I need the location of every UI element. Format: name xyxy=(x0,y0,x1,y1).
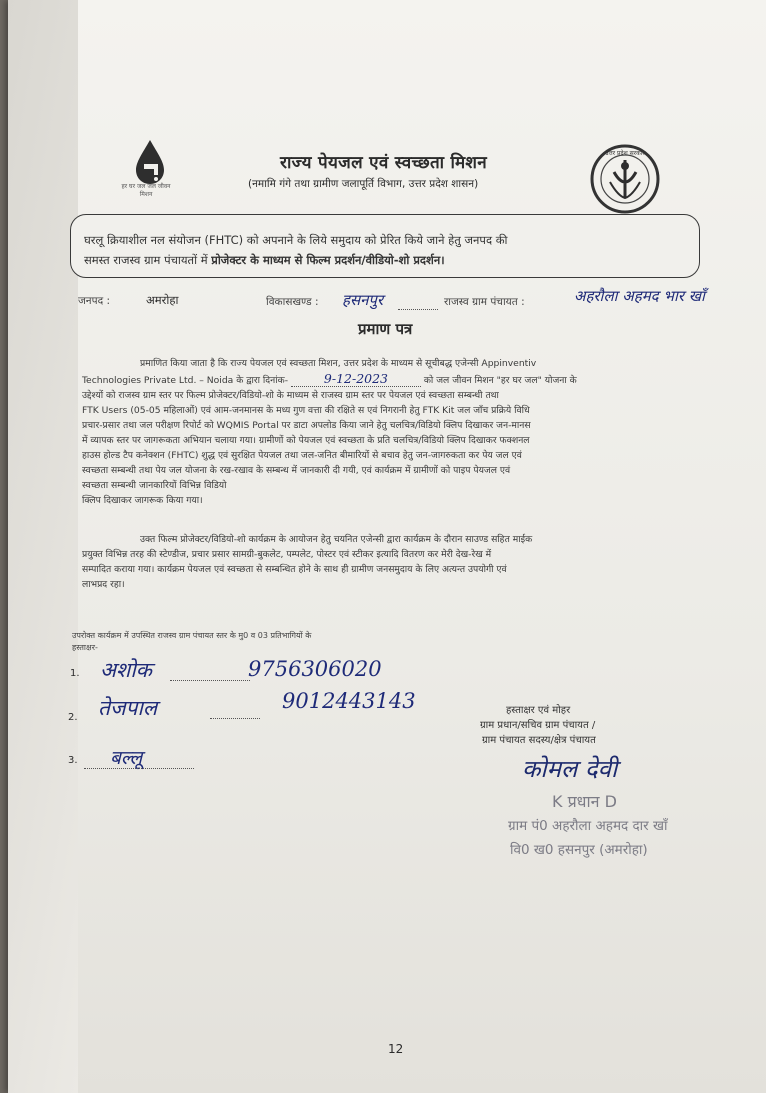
participant-3-number: 3. xyxy=(68,755,78,766)
block-value: हसनपुर xyxy=(342,291,384,309)
signatory-label-2: ग्राम प्रधान/सचिव ग्राम पंचायत / xyxy=(480,720,596,731)
participant-1-number: 1. xyxy=(70,668,80,679)
para1-line: क्लिप दिखाकर जागरूक किया गया। xyxy=(82,495,203,506)
stamp-line-3: वि0 ख0 हसनपुर (अमरोहा) xyxy=(510,842,648,858)
para1-line: हाउस होल्ड टैप कनेक्शन (FHTC) शुद्ध एवं सुरक्षित पेयजल तथा जल-जनित बीमारियों से बचाव हेतु जन-जागरुकता कर पेय जल एवं xyxy=(82,450,522,461)
participant-1-dotted-line xyxy=(170,680,250,681)
topic-line-2-bold: प्रोजेक्टर के माध्यम से फिल्म प्रदर्शन/वीडियो-शो प्रदर्शन। xyxy=(211,253,445,267)
para2-line: प्रयुक्त विभिन्न तरह की स्टेण्डीज, प्रचार प्रसार सामग्री-बुकलेट, पम्पलेट, पोस्टर एवं स्टीकर इत्यादि वितरण कर मेरी देख-रेख में xyxy=(82,549,492,560)
para2-line: सम्पादित कराया गया। कार्यक्रम पेयजल एवं स्वच्छता से सम्बन्धित होने के साथ ही ग्रामीण जनसमुदाय के लिए अत्यन्त उपयोगी एवं xyxy=(82,564,507,575)
participant-2-phone: 9012443143 xyxy=(282,689,416,713)
program-date: 9-12-2023 xyxy=(291,371,421,387)
participants-intro-line-2: हस्ताक्षर- xyxy=(72,643,98,652)
signatory-label-1: हस्ताक्षर एवं मोहर xyxy=(506,705,571,716)
gram-panchayat-label: राजस्व ग्राम पंचायत : xyxy=(444,296,525,308)
emblem-caption: उत्तर प्रदेश सरकार xyxy=(605,150,645,157)
para1-line: FTK Users (05-05 महिलाओं) एवं आम-जनमानस के मध्य गुण वत्ता की रक्षिते स एवं निगरानी हेतु FTK Kit जल जाँच प्रक्रिये विधि xyxy=(82,405,530,416)
para1-line: उद्देश्यों को राजस्व ग्राम स्तर पर फिल्म प्रोजेक्टर/विडियो-शो के माध्यम से राजस्व ग्राम स्तर पर पेयजल एवं स्वच्छता सम्बन्धी तथा xyxy=(82,390,499,401)
certificate-title: प्रमाण पत्र xyxy=(358,320,413,338)
participant-1-phone: 9756306020 xyxy=(248,657,382,681)
participant-2-name: तेजपाल xyxy=(98,696,158,720)
para1-line-2a: Technologies Private Ltd. – Noida के द्वारा दिनांक- xyxy=(82,375,289,386)
district-value: अमरोहा xyxy=(146,293,179,307)
gram-panchayat-value: अहरौला अहमद भार खाँ xyxy=(574,287,705,305)
para1-line-2b: को जल जीवन मिशन "हर घर जल" योजना के xyxy=(423,375,577,386)
para1-line-date xyxy=(82,371,738,388)
para1-line: प्रमाणित किया जाता है कि राज्य पेयजल एवं स्वच्छता मिशन, उत्तर प्रदेश के माध्यम से सूचीबद्ध एजेन्सी Appinventiv xyxy=(140,358,537,369)
para1-line: प्रचार-प्रसार तथा जल परीक्षण रिपोर्ट को WQMIS Portal पर डाटा अपलोड किया जाने हेतु चलचित्र/विडियो क्लिप दिखाकर जन-मानस xyxy=(82,420,531,431)
participant-3-name: बल्लू xyxy=(110,747,143,769)
participant-3-dotted-line xyxy=(84,768,194,769)
topic-line-2-plain: समस्त राजस्व ग्राम पंचायतों में xyxy=(84,253,212,267)
para1-line: स्वच्छता सम्बन्धी जानकारियों विभिन्न विडियो xyxy=(82,480,227,491)
up-government-emblem xyxy=(588,142,662,216)
participant-1-name: अशोक xyxy=(100,658,152,682)
para2-line: उक्त फिल्म प्रोजेक्टर/विडियो-शो कार्यक्रम के आयोजन हेतु चयनित एजेन्सी द्वारा कार्यक्रम के दौरान साउण्ड सहित माईक xyxy=(140,534,533,545)
block-dotted-line xyxy=(398,309,438,310)
mission-title: राज्य पेयजल एवं स्वच्छता मिशन xyxy=(280,153,488,173)
participants-intro-line-1: उपरोक्त कार्यक्रम में उपस्थित राजस्व ग्राम पंचायत स्तर के मु0 व 03 प्रतिभागियों के xyxy=(72,631,312,640)
signatory-label-3: ग्राम पंचायत सदस्य/क्षेत्र पंचायत xyxy=(482,735,596,746)
district-label: जनपद : xyxy=(78,295,111,307)
certificate-paragraph-1 xyxy=(82,356,738,508)
participant-2-number: 2. xyxy=(68,712,78,723)
participant-2-dotted-line xyxy=(210,718,260,719)
topic-line-1: घरलू क्रियाशील नल संयोजन (FHTC) को अपनाने के लिये समुदाय को प्रेरित किये जाने हेतु जनपद की xyxy=(84,233,508,247)
pradhan-signature: कोमल देवी xyxy=(522,755,618,783)
page-number: 12 xyxy=(388,1042,404,1056)
para1-line: में व्यापक स्तर पर जागरूकता अभियान चलाया गया। ग्रामीणों को पेयजल एवं स्वच्छता के प्रति चलचित्र/विडियो क्लिप दिखाकर फक्शनल xyxy=(82,435,530,446)
page-curl-shadow xyxy=(8,0,78,1093)
para2-line: लाभप्रद रहा। xyxy=(82,579,125,590)
certificate-paragraph-2 xyxy=(82,532,738,592)
mission-subtitle: (नमामि गंगे तथा ग्रामीण जलापूर्ति विभाग, उत्तर प्रदेश शासन) xyxy=(248,178,479,190)
stamp-line-1: K प्रधान D xyxy=(552,792,617,811)
para1-line: स्वच्छता सम्बन्धी तथा पेय जल योजना के रख-रखाव के सम्बन्ध में जानकारी दी गयी, एवं कार्यक्रम में ग्रामीणों को पाइप पेयजल एवं xyxy=(82,465,511,476)
topic-text xyxy=(84,230,684,270)
participants-intro xyxy=(72,630,311,654)
logo-caption: हर घर जल जल जीवन मिशन xyxy=(121,183,171,198)
topic-line-2 xyxy=(84,250,684,270)
stamp-line-2: ग्राम पं0 अहरौला अहमद दार खाँ xyxy=(508,818,668,834)
block-label: विकासखण्ड : xyxy=(266,296,319,308)
